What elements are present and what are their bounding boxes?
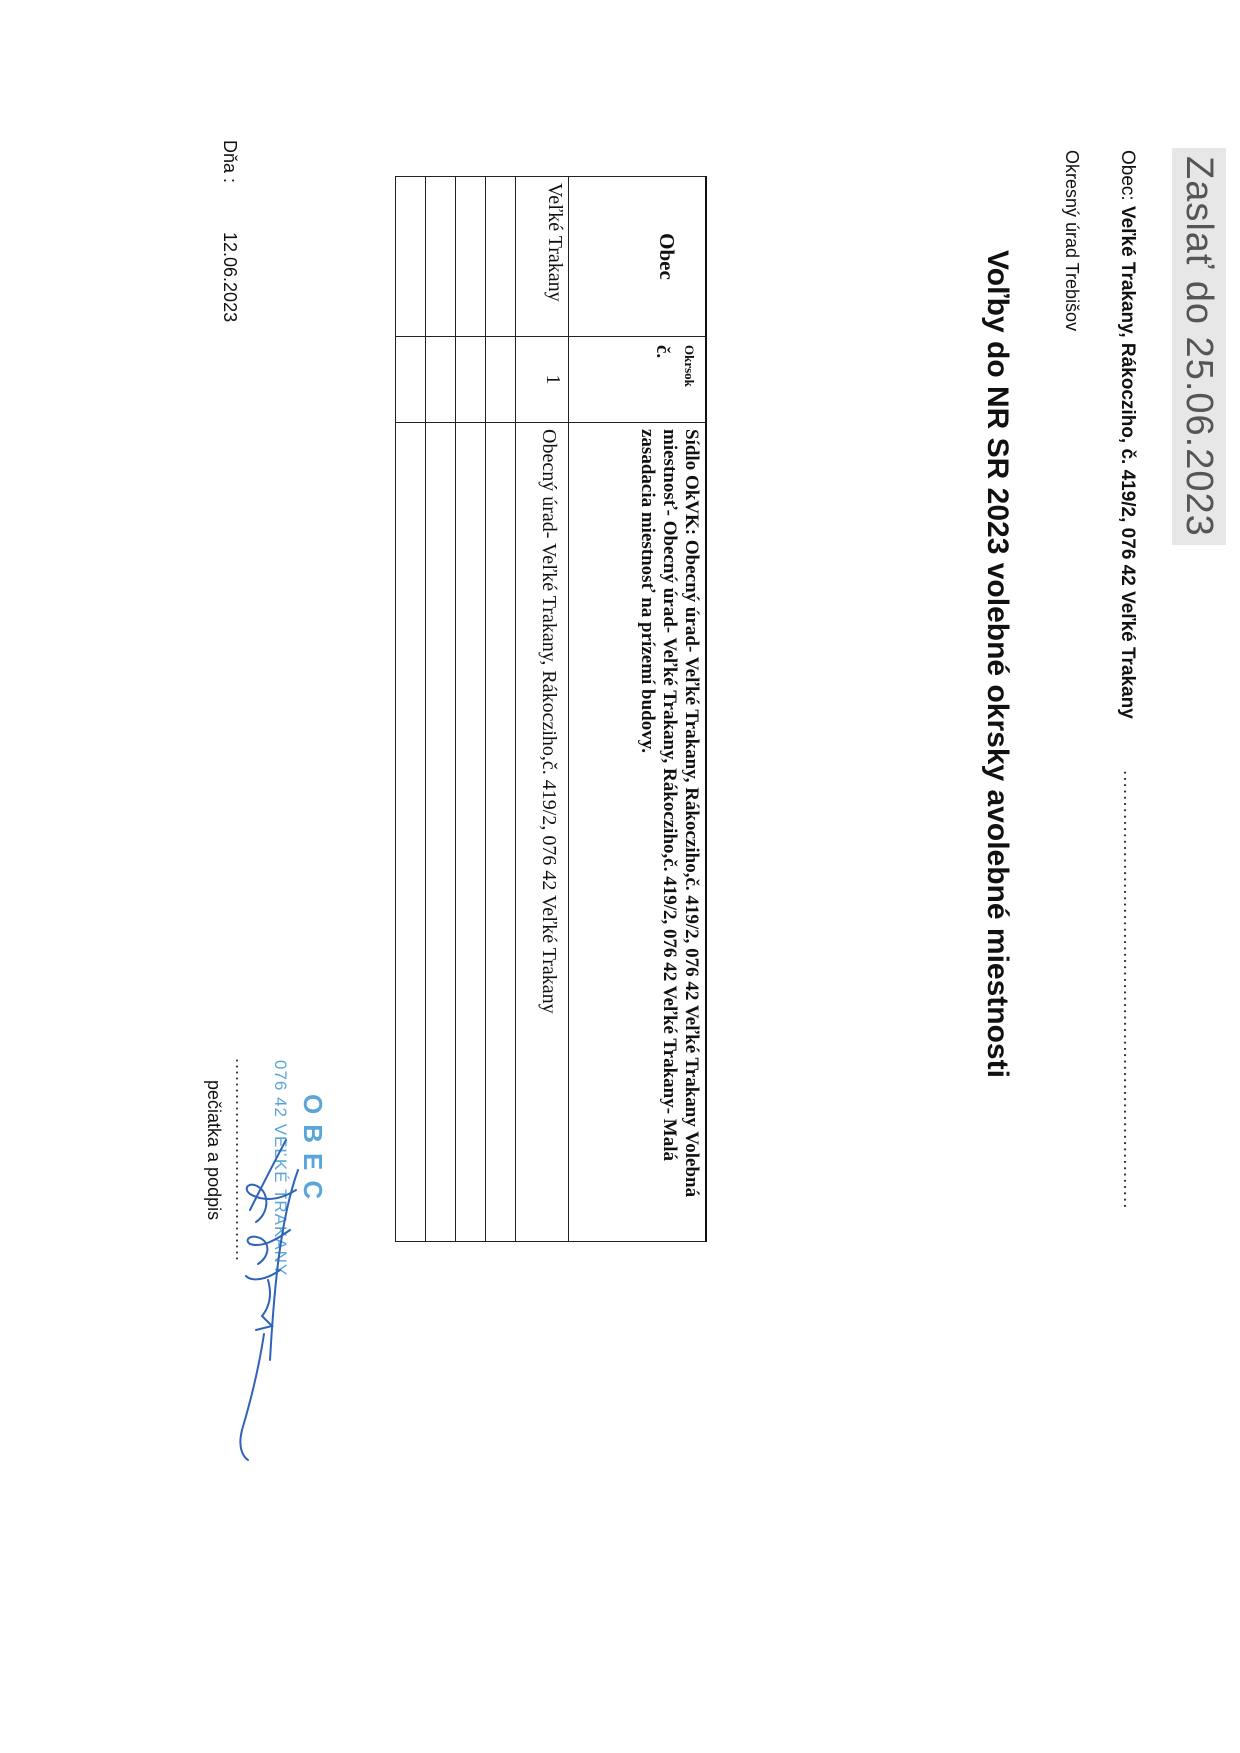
empty-cell xyxy=(426,423,456,1242)
stamp-address: 076 42 VEĽKÉ TRAKANY xyxy=(271,1060,290,1277)
empty-cell xyxy=(456,423,486,1242)
okresny-urad: Okresný úrad Trebišov xyxy=(1062,150,1082,332)
obec-line xyxy=(1116,150,1138,719)
empty-cell xyxy=(426,177,456,337)
empty-cell xyxy=(426,337,456,423)
districts-table xyxy=(395,176,707,1242)
table-header-row xyxy=(569,177,707,1242)
table-row-empty xyxy=(456,177,486,1242)
stamp-name: OBEC xyxy=(298,1094,328,1210)
header-okrsok xyxy=(569,337,707,423)
cell-obec: Veľké Trakany xyxy=(516,177,569,337)
obec-label: Obec: xyxy=(1117,150,1138,201)
header-okrsok-label: Okrsok xyxy=(682,345,697,387)
table-row-empty xyxy=(396,177,426,1242)
signature-stroke xyxy=(240,1140,298,1460)
empty-cell xyxy=(486,177,516,337)
handwritten-signature xyxy=(150,1130,320,1470)
empty-cell xyxy=(396,337,426,423)
date-label: Dňa : xyxy=(220,140,240,184)
empty-cell xyxy=(396,423,426,1242)
header-obec: Obec xyxy=(569,177,707,337)
header-okrsok-cislo: č. xyxy=(652,345,673,359)
table-row-empty xyxy=(486,177,516,1242)
page-title: Voľby do NR SR 2023 volebné okrsky avolebné miestnosti xyxy=(981,250,1014,1078)
empty-cell xyxy=(486,337,516,423)
header-sidlo: Sídlo OkVK: Obecný úrad- Veľké Trakany, Rákocziho,č. 419/2, 076 42 Veľké Trakany Volebná miestnosť- Obecný úrad- Veľké Trakany, Rákocziho,č. 419/2, 076 42 Veľké Trakany- Malá zasadacia miestnosť na prízemí budovy. xyxy=(569,423,707,1242)
signature-label: pečiatka a podpis xyxy=(204,1080,224,1221)
empty-cell xyxy=(456,337,486,423)
cell-sidlo: Obecný úrad- Veľké Trakany, Rákocziho,č. 419/2, 076 42 Veľké Trakany xyxy=(516,423,569,1242)
empty-cell xyxy=(396,177,426,337)
date-value: 12.06.2023 xyxy=(220,232,240,323)
table-row xyxy=(516,177,569,1242)
deadline-note: Zaslať do 25.06.2023 xyxy=(1172,148,1226,545)
cell-okrsok: 1 xyxy=(516,337,569,423)
obec-value: Veľké Trakany, Rákocziho, č. 419/2, 076 42 Veľké Trakany xyxy=(1117,205,1138,719)
table-row-empty xyxy=(426,177,456,1242)
empty-cell xyxy=(456,177,486,337)
signature-dots: .................................. xyxy=(232,1058,252,1263)
obec-dots: ...................................................................... xyxy=(1119,770,1140,1210)
empty-cell xyxy=(486,423,516,1242)
